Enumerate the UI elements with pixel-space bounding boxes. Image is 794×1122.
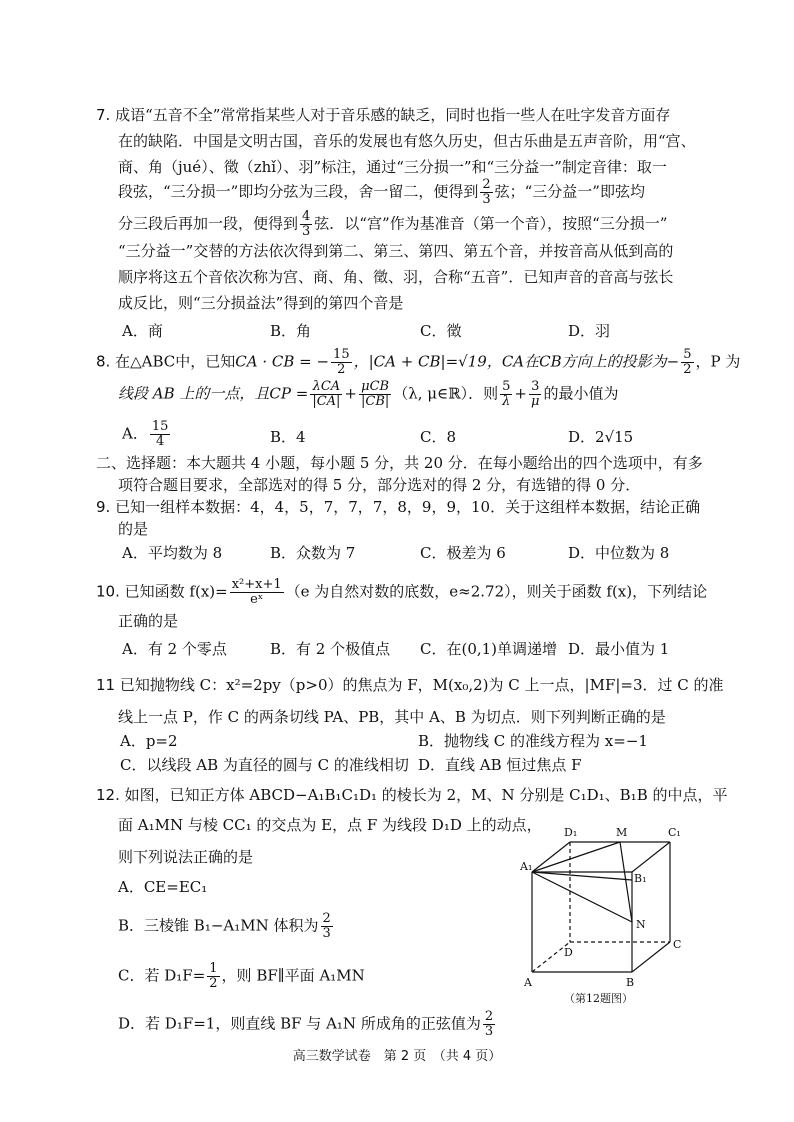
edge-BC [632,942,670,972]
q8-line2-text-b: （λ, μ∈ℝ）．则 [393,384,499,403]
frac-den: 3 [484,1024,494,1039]
q12-option-c-text-b: ，则 BF∥平面 A₁MN [221,966,365,985]
q7-text-1: 成语“五音不全”常常指某些人对于音乐感的缺乏，同时也指一些人在吐字发音方面存 [115,106,671,124]
cube-figure [520,820,700,1010]
fraction-3-mu [529,380,541,409]
label-B1: B₁ [634,872,647,885]
q9-option-b: B．众数为 7 [270,544,356,562]
q10-option-b: B．有 2 个极值点 [270,640,391,658]
fraction-fx [230,578,284,607]
q7-line5 [118,210,667,239]
frac-num: 2 [482,177,491,192]
q12-line2: 面 A₁MN 与棱 CC₁ 的交点为 E，点 F 为线段 D₁D 上的动点， [118,816,542,834]
frac-den: μ [531,394,540,409]
q12-line1 [96,784,728,806]
figure-caption: （第12题图） [564,992,633,1005]
q9-number: 9. [96,498,111,516]
q12-option-d [118,1010,497,1039]
q10-line2: 正确的是 [118,612,179,630]
frac-num: λCA [310,380,342,395]
q11-option-c: C．以线段 AB 为直径的圆与 C 的准线相切 [120,756,409,774]
frac-num: 3 [529,380,541,395]
q12-line3: 则下列说法正确的是 [118,848,254,866]
q7-option-a: A．商 [122,322,163,340]
frac-den: λ [502,394,511,409]
q9-text-1: 已知一组样本数据：4，4，5，7，7，7，8，9，9，10．关于这组样本数据，结论正确 [115,498,701,516]
q7-line5-text-a: 分三段后再加一段，便得到 [118,214,299,233]
q7-line5-text-b: 弦．以“宫”作为基准音（第一个音），按照“三分损一” [314,214,668,233]
q7-line4-text-a: 段弦，“三分损一”即均分弦为三段，舍一留二，便得到 [118,182,479,201]
q12-text-1: 如图，已知正方体 ABCD−A₁B₁C₁D₁ 的棱长为 2，M、N 分别是 C₁D₁、B₁B 的中点，平 [124,786,728,804]
q11-option-a: A．p=2 [120,732,178,750]
fraction-half [207,962,219,991]
q8-option-d: D．2√15 [568,428,634,446]
frac-den: 2 [683,362,692,377]
q7-line8: 成反比，则“三分损益法”得到的第四个音是 [118,294,404,312]
edge-B1C1 [632,842,670,872]
segment-A1-B1-diag [532,872,632,880]
q8-text-b: CA · CB = − [235,352,330,371]
segment-MN [620,842,632,922]
q10-text-b: （e 为自然对数的底数，e≈2.72），则关于函数 f(x)，下列结论 [285,582,708,601]
q7-line1 [96,104,670,126]
q8-line2-text-a: 线段 AB 上的一点，且CP = [118,384,309,403]
q8-option-c: C．8 [420,428,457,446]
q12-option-c-text-a: C．若 D₁F= [118,966,206,985]
frac-num: 5 [502,379,511,394]
q11-option-d: D．直线 AB 恒过焦点 F [418,756,582,774]
q8-option-b: B．4 [270,428,306,446]
segment-A1N [532,872,632,922]
frac-num: 5 [683,347,692,362]
fraction-5-lambda [500,380,512,409]
fraction-neg [331,348,352,377]
frac-num: μCB [359,380,391,395]
frac-den: |CB| [361,394,390,409]
q10-option-c: C．在(0,1)单调递增 [420,640,558,658]
q12-option-b-text: B．三棱锥 B₁−A₁MN 体积为 [118,916,319,935]
q12-option-c [118,962,365,991]
q7-number: 7. [96,106,111,124]
q12-number: 12. [96,786,120,804]
q7-line3: 商、角（jué）、徵（zhǐ）、羽”标注，通过“三分损一”和“三分益一”制定音律：取一 [118,158,667,176]
q9-line2: 的是 [118,520,149,538]
frac-num: 15 [151,419,169,434]
q11-number: 11 [96,676,116,694]
frac-den: 3 [302,224,311,239]
q8-text-d: ，P 为 [695,352,741,371]
section2-line2: 项符合题目要求，全部选对的得 5 分，部分选对的得 2 分，有选错的得 0 分． [118,476,641,494]
frac-den: 4 [155,434,165,449]
q7-option-d: D．羽 [568,322,611,340]
label-D: D [564,946,573,959]
segment-A1M [532,842,620,872]
q9-line1 [96,496,700,518]
q9-option-d: D．中位数为 8 [568,544,670,562]
q9-option-c: C．极差为 6 [420,544,506,562]
label-C: C [673,938,682,951]
frac-den: |CA| [312,394,341,409]
frac-den: 2 [337,362,346,377]
fraction-15-4 [150,420,171,449]
q8-option-a [122,420,172,449]
q8-text-c: ，|CA + CB|=√19，CA在CB方向上的投影为− [353,352,680,371]
q8-line1 [96,348,740,377]
q11-line2: 线上一点 P，作 C 的两条切线 PA、PB，其中 A、B 为切点．则下列判断正确的是 [118,708,666,726]
q11-option-b: B．抛物线 C 的准线方程为 x=−1 [418,732,648,750]
label-N: N [636,918,646,931]
q7-line2: 在的缺陷．中国是文明古国，音乐的发展也有悠久历史，但古乐曲是五声音阶，用“宫、 [118,132,696,150]
section2-line1: 二、选择题：本大题共 4 小题，每小题 5 分，共 20 分．在每小题给出的四个选项中，有多 [96,454,703,472]
frac-den: eˣ [250,592,264,607]
frac-den: 3 [322,926,331,941]
fraction-two-thirds-b [321,912,333,941]
q10-number: 10. [96,582,120,601]
frac-num: 2 [484,1009,494,1024]
label-C1: C₁ [668,826,681,839]
q8-line2: 线段 AB 上的一点，且CP = $\frac{\text{λCA}}{|CA|}$ + $\frac{\text{μCB}}{|CB|}$ （λ, μ∈ℝ）．则 $\frac{5}{\lambda}$ + $\frac{3}{\mu}$ 的最小值为 [118,379,619,409]
label-A: A [524,976,532,989]
page-footer: 高三数学试卷 第 2 页 （共 4 页） [292,1049,502,1064]
q8-line2-text-c: 的最小值为 [543,384,619,403]
q7-line4-text-b: 弦；“三分益一”即弦均 [494,182,645,201]
fraction-two-thirds [480,178,492,207]
fraction-two-thirds-d [483,1010,495,1039]
q12-option-a: A．CE=EC₁ [118,878,208,896]
q10-option-a: A．有 2 个零点 [122,640,227,658]
q7-line7: 顺序将这五个音依次称为宫、商、角、徵、羽，合称“五音”．已知声音的音高与弦长 [118,268,674,286]
q11-line1 [96,674,724,696]
q7-option-c: C．徵 [420,322,462,340]
frac-num: 4 [302,209,311,224]
edge-A1D1 [532,842,570,872]
q8-option-a-label: A． [122,424,148,443]
label-M: M [616,826,628,839]
q7-line4 [118,178,645,207]
q12-option-d-text: D．若 D₁F=1，则直线 BF 与 A₁N 所成角的正弦值为 [118,1014,481,1033]
frac-den: 2 [209,976,218,991]
fraction-four-thirds [300,210,312,239]
q11-text-1: 已知抛物线 C：x²=2py（p>0）的焦点为 F，M(x₀,2)为 C 上一点，|MF|=3．过 C 的准 [119,676,724,694]
q10-line1 [96,578,707,607]
frac-num: 1 [209,961,218,976]
frac-den: 3 [482,192,491,207]
q10-option-d: D．最小值为 1 [568,640,670,658]
frac-num: 2 [322,911,331,926]
fraction-lambda [310,380,342,409]
q8-text-a: 在△ABC中，已知 [115,352,236,371]
label-D1: D₁ [564,826,578,839]
q10-text-a: 已知函数 f(x)= [124,582,228,601]
frac-num: x²+x+1 [231,577,282,592]
q12-option-b [118,912,335,941]
fraction-mu [359,380,391,409]
q9-option-a: A．平均数为 8 [122,544,223,562]
label-A1: A₁ [520,860,533,873]
label-B: B [626,976,635,989]
fraction-proj [681,348,693,377]
q7-option-b: B．角 [270,322,312,340]
frac-num: 15 [333,347,350,362]
q7-line6: “三分益一”交替的方法依次得到第二、第三、第四、第五个音，并按音高从低到高的 [118,242,674,260]
q8-number: 8. [96,352,111,371]
